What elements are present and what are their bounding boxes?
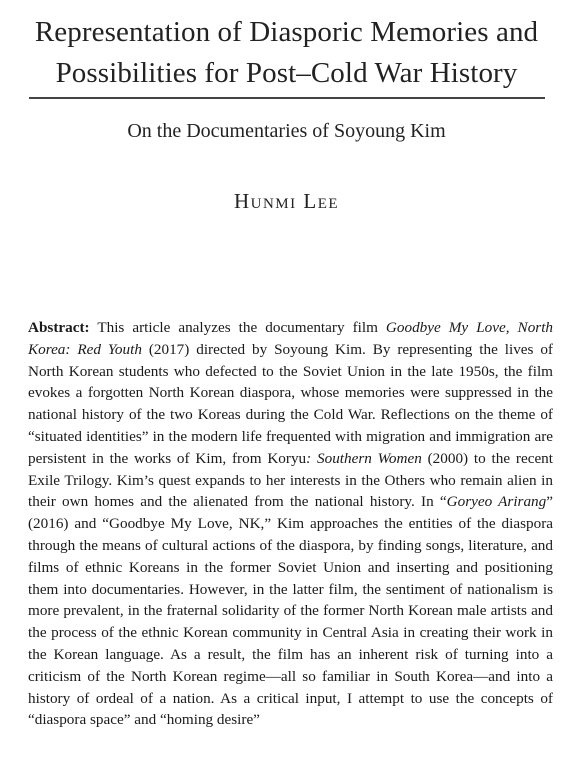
article-subtitle: On the Documentaries of Soyoung Kim: [127, 120, 446, 142]
title-line-2: Possibilities for Post–Cold War History: [55, 57, 518, 89]
abstract-text-4: ” (2016) and “Goodbye My Love, NK,” Kim approaches the entities of the diaspora through the means of cultural actions of the diaspora, by finding songs, literature, and films of ethnic Koreans in the former Soviet Union and inserting and positioning them into documentaries. However, in the latter film, the sentiment of nationalism is more prevalent, in the fraternal solidarity of the former North Korean male artists and the process of the ethnic Korean community in Central Asia in creating their work in the Korean language. As a result, the film has an inherent risk of turning into a criticism of the North Korean regime—all so familiar in South Korea—and into a history of ordeal of a nation. As a critical input, I attempt to use the concepts of “diaspora space” and “homing desire”: [28, 493, 553, 729]
film-title-koryu: Koryu: [267, 449, 307, 467]
film-title-goodbye-my-love: Goodbye My Love, North Korea: Red Youth: [28, 319, 554, 358]
abstract-text-1: This article analyzes the documentary film: [89, 319, 386, 336]
abstract-text-2: (2017) directed by Soyoung Kim. By representing the lives of North Korean students who defected to the Soviet Union in the late 1950s, the film evokes a forgotten North Korean diaspora, whose memories were suppressed in the national history of the two Koreas during the Cold War. Reflections on the theme of “situated identities” in the modern life frequented with migration and immigration are persistent in the works of Kim, from: [28, 340, 553, 467]
author-name: Hunmi Lee: [233, 189, 340, 213]
abstract-paragraph: [28, 317, 553, 731]
article-title: [18, 12, 555, 94]
abstract-label: Abstract:: [28, 319, 90, 336]
title-divider: [29, 97, 545, 99]
film-title-southern-women: : Southern Women: [306, 449, 422, 467]
title-line-1: Representation of Diasporic Memories and: [34, 16, 539, 48]
film-title-goryeo-arirang: Goryeo Arirang: [446, 493, 547, 511]
abstract-text-3: (2000) to the recent Exile Trilogy. Kim’s quest expands to her interests in the Others who remain alien in their own homes and the alienated from the national history. In “: [28, 449, 553, 511]
